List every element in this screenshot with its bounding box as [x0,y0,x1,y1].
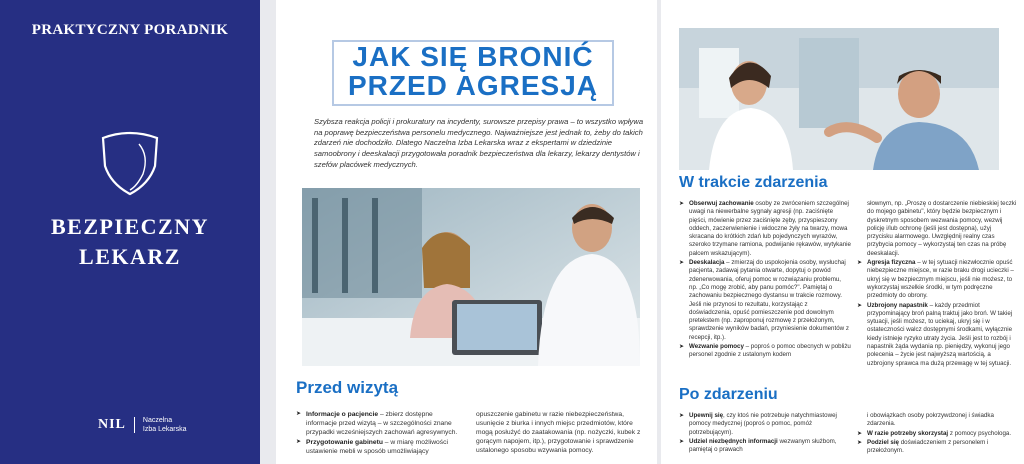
during-col1 [679,200,851,361]
paragraph: słownym, np. „Proszę o dostarczenie niebieskiej teczki do mojego gabinetu", który będzie bezpiecznym i dyskretnym sposobem wezwania pomocy, wezwij policję i/lub ochronę (jeśli jest dostępna), użyj przycisku alarmowego. Uwzględnij realny czas przybycia pomocy – wykorzystaj ten czas na próbę deeskalacji. [867,200,1017,257]
headline-line1: JAK SIĘ BRONIĆ [352,41,594,72]
during-col2 [857,200,1017,369]
nil-logo [98,416,187,434]
section-title-after-incident: Po zdarzeniu [679,386,778,403]
list-item: ➤ Obserwuj zachowanie osoby ze zwróceniem szczególnej uwagi na niewerbalne sygnały agresji (np. zaciśnięte pięści, mówienie przez zaciśnięte zęby, przyspieszony oddech, zaczerwienienie i widoczne żyły na twarzy, mowa skracana do krótkich zdań lub pojedynczych wyrazów, szeroko trzymane ramiona, podwijanie rękawów, wytykanie palcem wskazującym). [679,200,851,257]
arrow-bullet-icon: ➤ [679,201,685,207]
headline-frame [332,40,614,106]
shield-icon [99,130,161,201]
arrow-bullet-icon: ➤ [857,430,863,437]
doctor-patient-photo [302,188,640,366]
arrow-bullet-icon: ➤ [857,260,863,267]
paragraph: i obowiązkach osoby pokrzywdzonej i świadka zdarzenia. [867,412,994,428]
list-item: ➤ Udziel niezbędnych informacji wezwanym służbom, pamiętaj o prawach [679,437,837,454]
list-item: ➤ Wezwanie pomocy – poproś o pomoc obecnych w pobliżu personel zgodnie z ustalonym kodem [679,343,851,359]
cover-top-label: PRAKTYCZNY PORADNIK [31,22,229,38]
list-item: ➤ Informacje o pacjencie – zbierz dostępne informacje przed wizytą – w szczególności znane przypadki wcześniejszych zachowań agresywnych. [296,411,458,437]
after-col2 [857,412,1017,456]
paragraph: opuszczenie gabinetu w razie niebezpieczeństwa, usunięcie z biurka i innych miejsc przedmiotów, które mogą posłużyć do zaatakowania (np. nożyczki, kubek z gorącym napojem, itp.), przygotowanie i sprawdzenie ustalonego sposobu wzywania pomocy. [476,411,641,455]
list-item: ➤ Upewnij się, czy ktoś nie potrzebuje natychmiastowej pomocy medycznej (poproś o pomoc, pomóż potrzebującym). [679,412,837,436]
arrow-bullet-icon: ➤ [296,439,302,446]
cover-panel [0,0,260,464]
right-page [661,0,1024,464]
list-item: ➤ Przygotowanie gabinetu – w miarę możliwości ustawienie mebli w sposób umożliwiający [296,439,448,456]
arrow-bullet-icon: ➤ [679,260,685,267]
section-title-during-incident: W trakcie zdarzenia [679,174,828,191]
arrow-bullet-icon: ➤ [857,302,863,309]
nil-logo-text: Naczelna Izba Lekarska [142,417,187,433]
left-page [276,0,657,464]
list-item: ➤ W razie potrzeby skorzystaj z pomocy psychologa. [857,429,1012,437]
arrow-bullet-icon: ➤ [679,438,685,445]
list-item: ➤ Agresja fizyczna – w tej sytuacji niezwłocznie opuść niebezpieczne miejsce, w razie braku drogi ucieczki – ukryj się w bezpiecznym miejscu, jeśli nie możesz, to wykorzystaj wszelkie środki, w tym podręczne przedmioty do obrony. [857,259,1014,300]
list-item: ➤ Podziel się doświadczeniem z personelem i przełożonym. [857,438,989,455]
arrow-bullet-icon: ➤ [296,411,302,417]
list-item: ➤ Uzbrojony napastnik – każdy przedmiot przypominający broń palną traktuj jako broń. W takiej sytuacji, jeśli możesz, to uciekaj, ukryj się i w ostateczności walcz dostępnymi środkami, wyłącznie kiedy istnieje ryzyko utraty życia. Jeśli jest to rozbój i napastnik żąda wydania np. pieniędzy, wykonuj jego polecenia – życie jest najwyższą wartością, a uzbrojony sprawca ma dużą przewagę w tej sytuacji. [857,301,1013,367]
headline-line2: PRZED AGRESJĄ [347,70,598,101]
before-visit-col2 [476,410,644,455]
before-visit-col1 [296,410,464,457]
cover-title-line1: BEZPIECZNY [50,214,210,239]
intro-paragraph: Szybsza reakcja policji i prokuratury na incydenty, surowsze przepisy prawa – to wszystko wpływa na poprawę bezpieczeństwa personelu medycznego. Najważniejsze jest jednak to, żeby do takich zdarzeń nie dochodziło. Dlatego Naczelna Izba Lekarska wraz z ekspertami w dziedzinie samoobrony i deeskalacji przygotowała poradnik bezpieczeństwa dla lekarzy, lekarzy dentystów i szefów placówek medycznych. [314,117,644,169]
cover-title-line2: LEKARZ [79,244,181,269]
arrow-bullet-icon: ➤ [679,413,685,419]
section-title-before-visit: Przed wizytą [296,378,399,397]
arrow-bullet-icon: ➤ [679,344,685,351]
arrow-bullet-icon: ➤ [857,439,863,446]
after-col1 [679,412,851,455]
nil-logo-mark: NIL [98,417,135,433]
confrontation-photo [679,28,999,170]
list-item: ➤ Deeskalacja – zmierzaj do uspokojenia osoby, wysłuchaj pacjenta, zadawaj pytania otwarte, dopytuj o powód zdenerwowania, oferuj pomoc w rozwiązaniu problemu, np. „Co mogę zrobić, aby panu pomóc?". Pamiętaj o zachowaniu bezpiecznego dystansu w trakcie rozmowy. Jeśli nie przynosi to rezultatu, korzystając z doświadczenia, opuść pomieszczenie pod dowolnym pretekstem (np. zaproponuj rozmowę z przełożonym, sprawdzenie wyników badań, przyniesienie dokumentów z recepcji, itp.). [679,259,849,341]
cover-title [0,212,260,272]
